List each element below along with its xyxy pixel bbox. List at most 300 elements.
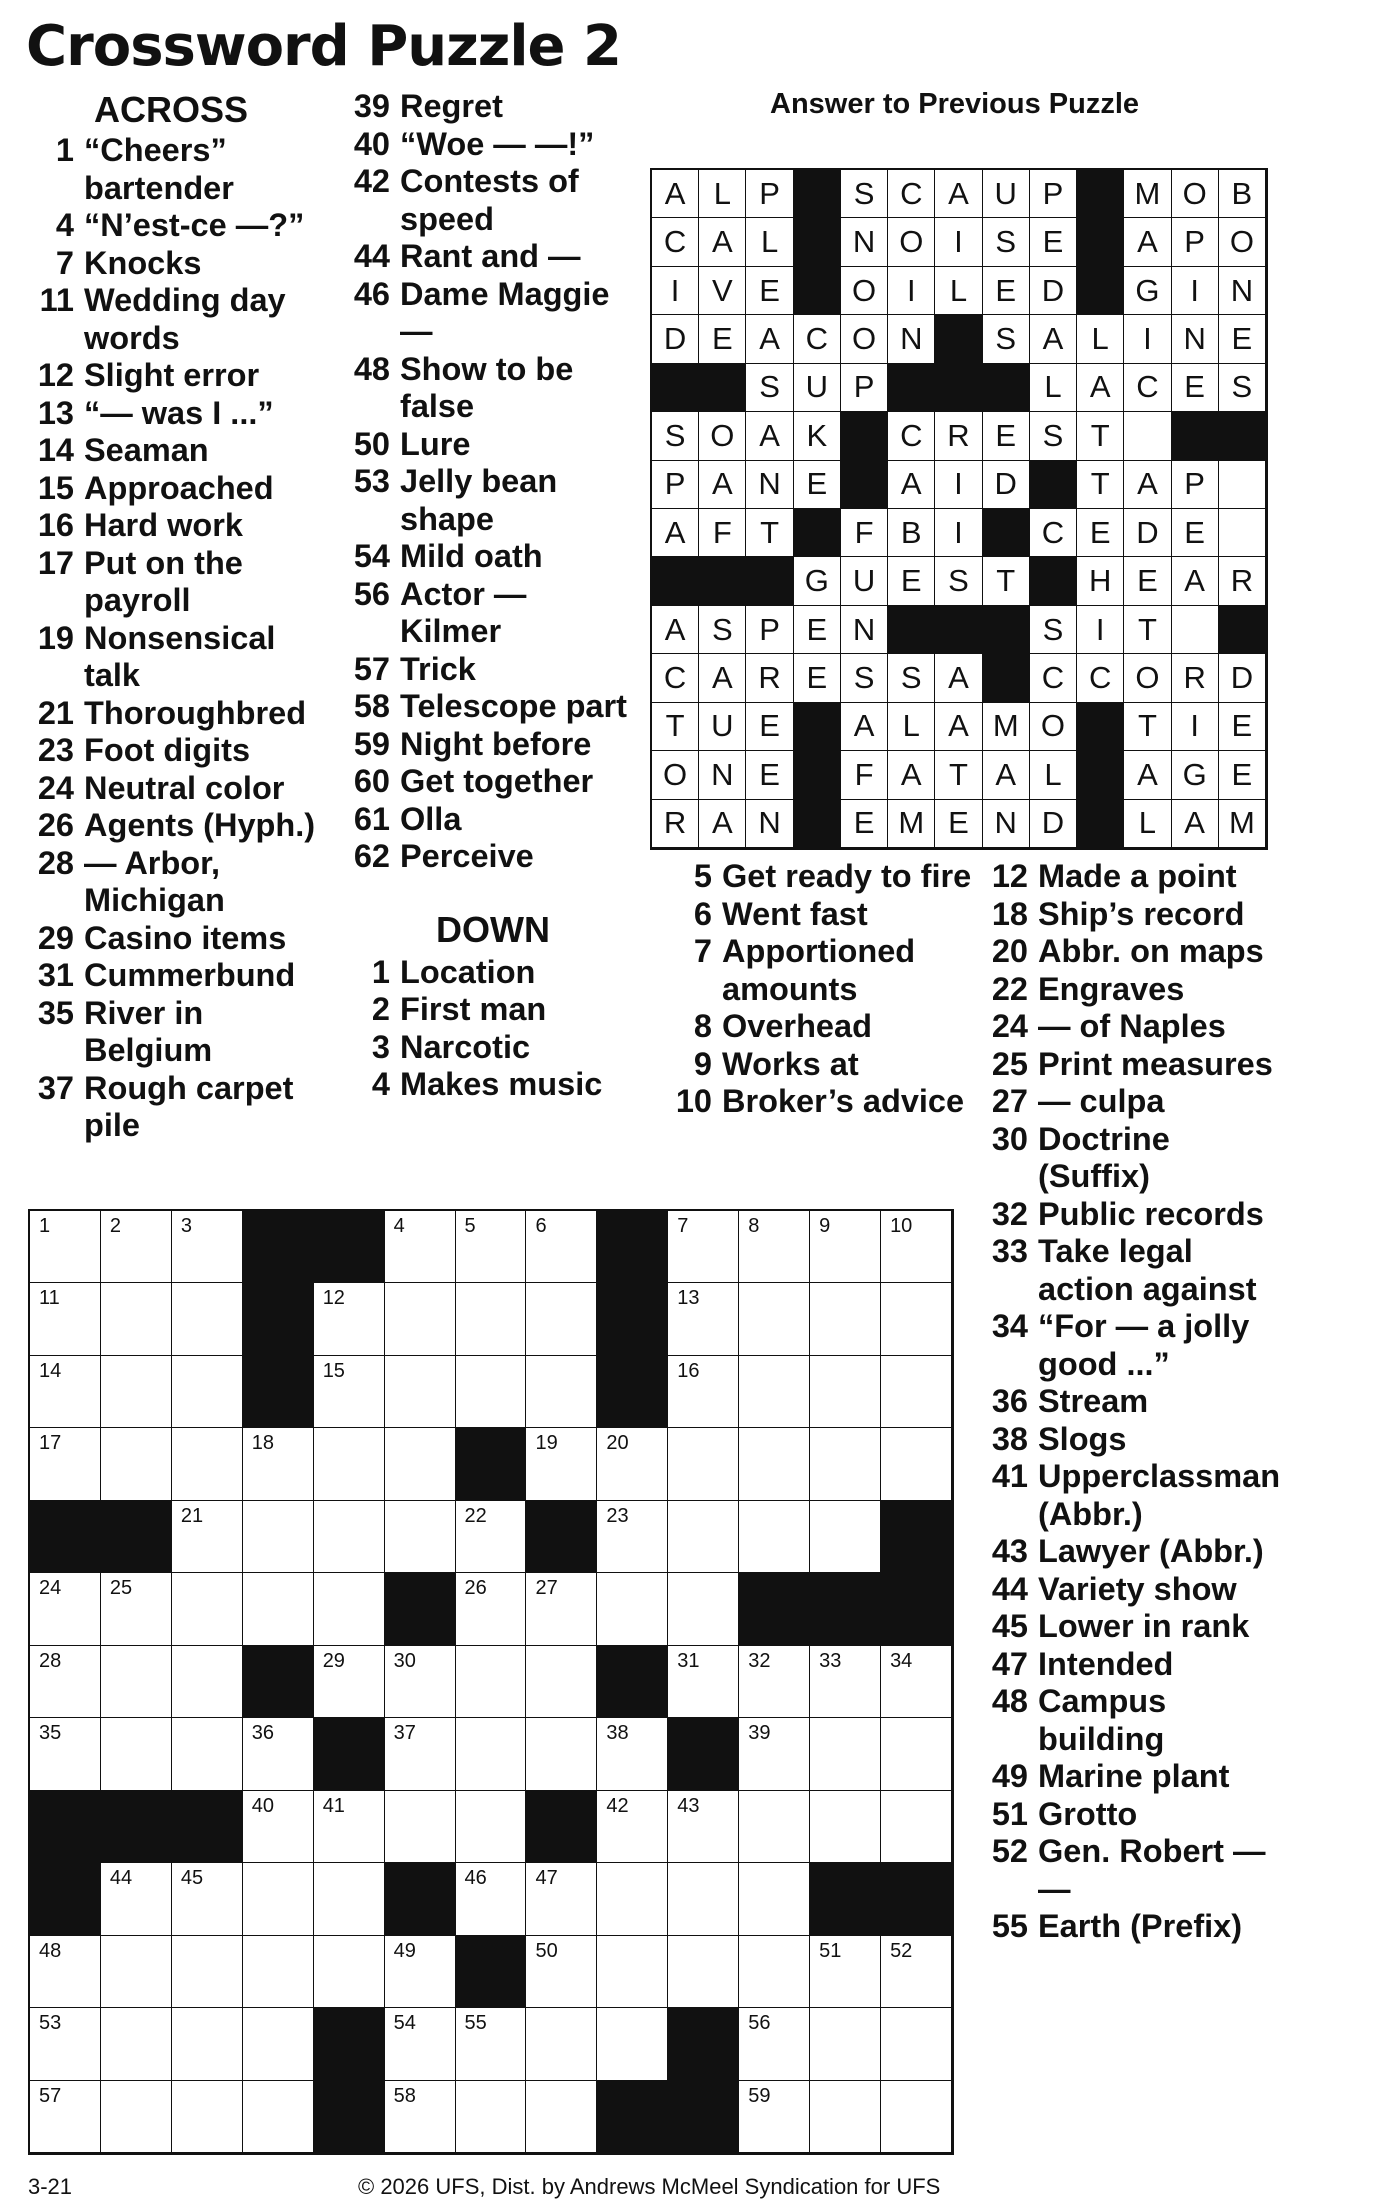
clue-item <box>34 620 334 695</box>
answer-letter: T <box>1124 606 1171 654</box>
grid-cell[interactable] <box>456 2008 527 2080</box>
grid-cell[interactable] <box>385 1646 456 1718</box>
grid-cell[interactable] <box>314 1863 385 1935</box>
grid-cell[interactable] <box>172 2081 243 2153</box>
answer-letter: C <box>888 170 935 218</box>
cell-number: 15 <box>322 1359 345 1382</box>
cell-number: 26 <box>464 1577 487 1600</box>
grid-cell[interactable] <box>314 1501 385 1573</box>
grid-cell[interactable] <box>668 1283 739 1355</box>
answer-letter: N <box>888 315 935 363</box>
clue-item <box>983 1833 1283 1908</box>
answer-letter: E <box>746 267 793 315</box>
clue-text: Seaman <box>84 432 209 468</box>
clue-item <box>983 1046 1283 1084</box>
grid-cell[interactable] <box>101 2008 172 2080</box>
answer-letter: E <box>1172 364 1219 412</box>
grid-cell[interactable] <box>668 1791 739 1863</box>
answer-letter: O <box>1172 170 1219 218</box>
across-clues-column-2 <box>350 88 630 1104</box>
answer-letter <box>1219 461 1266 509</box>
answer-letter: O <box>1219 218 1266 266</box>
grid-cell[interactable] <box>597 2008 668 2080</box>
answer-black-square <box>746 557 793 605</box>
grid-cell[interactable] <box>526 2081 597 2153</box>
clue-item <box>983 1083 1283 1121</box>
grid-cell[interactable] <box>101 1863 172 1935</box>
clue-item <box>672 1008 982 1046</box>
grid-cell[interactable] <box>456 1863 527 1935</box>
answer-letter: T <box>1124 703 1171 751</box>
cell-number: 23 <box>606 1504 629 1527</box>
grid-cell[interactable] <box>101 1646 172 1718</box>
grid-cell[interactable] <box>30 1428 101 1500</box>
answer-heading: Answer to Previous Puzzle <box>770 88 1140 120</box>
answer-black-square <box>935 606 982 654</box>
grid-cell[interactable] <box>243 1863 314 1935</box>
grid-cell[interactable] <box>30 1646 101 1718</box>
grid-cell[interactable] <box>526 1646 597 1718</box>
grid-cell[interactable] <box>243 1791 314 1863</box>
cell-number: 3 <box>180 1215 192 1237</box>
clue-text: “Cheers” bartender <box>84 132 234 206</box>
answer-letter: G <box>1172 751 1219 799</box>
grid-cell[interactable] <box>881 1211 952 1283</box>
answer-letter: T <box>652 703 699 751</box>
cell-number: 25 <box>109 1577 133 1600</box>
grid-cell[interactable] <box>30 1211 101 1283</box>
answer-letter: D <box>652 315 699 363</box>
grid-cell[interactable] <box>526 1573 597 1645</box>
clue-text: Overhead <box>722 1008 872 1044</box>
clue-number: 62 <box>353 838 390 874</box>
clue-number: 2 <box>371 991 390 1027</box>
clue-number: 49 <box>991 1758 1028 1794</box>
clue-number: 10 <box>675 1083 712 1119</box>
answer-letter: P <box>1172 218 1219 266</box>
grid-cell[interactable] <box>30 1356 101 1428</box>
grid-cell[interactable] <box>314 1936 385 2008</box>
grid-cell[interactable] <box>526 1936 597 2008</box>
cell-number: 20 <box>606 1432 629 1455</box>
grid-cell[interactable] <box>810 1428 881 1500</box>
answer-letter: E <box>1077 509 1124 557</box>
grid-cell[interactable] <box>526 1428 597 1500</box>
grid-cell[interactable] <box>597 1718 668 1790</box>
clue-item <box>983 1421 1283 1459</box>
clue-number: 59 <box>353 725 390 762</box>
cell-number: 31 <box>677 1649 700 1672</box>
grid-cell[interactable] <box>668 1211 739 1283</box>
grid-cell[interactable] <box>385 1936 456 2008</box>
cell-number: 38 <box>606 1722 629 1745</box>
black-square <box>101 1501 172 1573</box>
clue-text: Slight error <box>84 357 260 393</box>
grid-cell[interactable] <box>526 1283 597 1355</box>
grid-cell[interactable] <box>101 1211 172 1283</box>
answer-letter: I <box>888 267 935 315</box>
grid-cell[interactable] <box>101 1356 172 1428</box>
clue-number: 8 <box>693 1008 712 1044</box>
grid-cell[interactable] <box>30 1283 101 1355</box>
cell-number: 9 <box>819 1215 831 1237</box>
answer-letter: N <box>1172 315 1219 363</box>
answer-black-square <box>1077 218 1124 266</box>
answer-letter: L <box>1030 364 1077 412</box>
grid-cell[interactable] <box>314 1428 385 1500</box>
grid-cell[interactable] <box>597 1573 668 1645</box>
grid-cell[interactable] <box>739 1501 810 1573</box>
answer-black-square <box>841 412 888 460</box>
answer-letter: C <box>1124 364 1171 412</box>
black-square <box>314 2081 385 2153</box>
clue-number: 39 <box>353 88 390 124</box>
clue-item <box>34 432 334 470</box>
grid-cell[interactable] <box>172 1283 243 1355</box>
grid-cell[interactable] <box>314 1573 385 1645</box>
grid-cell[interactable] <box>881 1791 952 1863</box>
grid-cell[interactable] <box>668 1573 739 1645</box>
clue-text: Earth (Prefix) <box>1038 1908 1243 1944</box>
grid-cell[interactable] <box>597 1428 668 1500</box>
cell-number: 56 <box>748 2012 771 2035</box>
grid-cell[interactable] <box>739 1936 810 2008</box>
grid-cell[interactable] <box>810 1501 881 1573</box>
grid-cell[interactable] <box>314 1356 385 1428</box>
grid-cell[interactable] <box>172 1646 243 1718</box>
answer-letter: S <box>1030 412 1077 460</box>
grid-cell[interactable] <box>243 2081 314 2153</box>
grid-cell[interactable] <box>101 1428 172 1500</box>
grid-cell[interactable] <box>810 1211 881 1283</box>
clue-text: “Woe — —!” <box>400 125 595 162</box>
crossword-grid[interactable] <box>28 1209 954 2155</box>
grid-cell[interactable] <box>810 1283 881 1355</box>
cell-number: 21 <box>180 1504 204 1527</box>
clue-item <box>350 801 630 839</box>
answer-letter: N <box>841 606 888 654</box>
clue-item <box>672 896 982 934</box>
grid-cell[interactable] <box>243 1718 314 1790</box>
answer-letter: E <box>983 412 1030 460</box>
grid-cell[interactable] <box>30 1573 101 1645</box>
answer-letter: R <box>1219 557 1266 605</box>
grid-cell[interactable] <box>668 1863 739 1935</box>
footer-code: 3-21 <box>28 2174 73 2199</box>
clue-text: Regret <box>400 88 503 124</box>
cell-number: 4 <box>393 1215 405 1237</box>
grid-cell[interactable] <box>739 1356 810 1428</box>
grid-cell[interactable] <box>101 1936 172 2008</box>
clue-item <box>34 995 334 1070</box>
grid-cell[interactable] <box>172 1936 243 2008</box>
answer-letter: A <box>841 703 888 751</box>
clue-item <box>983 1008 1283 1046</box>
grid-cell[interactable] <box>314 1791 385 1863</box>
answer-letter: S <box>888 654 935 702</box>
grid-cell[interactable] <box>385 1428 456 1500</box>
clue-number: 56 <box>353 575 390 612</box>
answer-letter: H <box>1077 557 1124 605</box>
clue-item <box>350 163 630 238</box>
answer-letter: S <box>699 606 746 654</box>
clue-text: Variety show <box>1038 1570 1237 1607</box>
answer-black-square <box>699 557 746 605</box>
grid-cell[interactable] <box>101 1283 172 1355</box>
clue-number: 15 <box>37 469 74 506</box>
grid-cell[interactable] <box>172 1863 243 1935</box>
grid-cell[interactable] <box>810 2081 881 2153</box>
grid-cell[interactable] <box>172 1211 243 1283</box>
grid-cell[interactable] <box>597 1791 668 1863</box>
grid-cell[interactable] <box>314 1646 385 1718</box>
cell-number: 43 <box>677 1794 700 1817</box>
grid-cell[interactable] <box>101 1573 172 1645</box>
black-square <box>30 1501 101 1573</box>
grid-cell[interactable] <box>810 1718 881 1790</box>
answer-letter: T <box>983 557 1030 605</box>
grid-cell[interactable] <box>739 2008 810 2080</box>
grid-cell[interactable] <box>810 1646 881 1718</box>
answer-letter: A <box>746 315 793 363</box>
grid-cell[interactable] <box>456 1791 527 1863</box>
clue-number: 37 <box>37 1069 74 1106</box>
answer-letter: P <box>652 461 699 509</box>
grid-cell[interactable] <box>385 2008 456 2080</box>
clue-number: 44 <box>353 238 390 274</box>
grid-cell[interactable] <box>385 1718 456 1790</box>
grid-cell[interactable] <box>101 1718 172 1790</box>
clue-text: Lower in rank <box>1038 1608 1250 1644</box>
clue-item <box>350 126 630 164</box>
grid-cell[interactable] <box>881 1356 952 1428</box>
grid-cell[interactable] <box>101 2081 172 2153</box>
grid-cell[interactable] <box>739 2081 810 2153</box>
clue-number: 54 <box>353 538 390 574</box>
clue-item <box>983 933 1283 971</box>
grid-cell[interactable] <box>668 1428 739 1500</box>
clue-item <box>34 357 334 395</box>
cell-number: 2 <box>109 1215 122 1237</box>
grid-cell[interactable] <box>385 1283 456 1355</box>
cell-number: 11 <box>39 1287 60 1310</box>
grid-cell[interactable] <box>526 1863 597 1935</box>
clue-text: Wedding day words <box>84 282 286 356</box>
grid-cell[interactable] <box>526 1356 597 1428</box>
clue-text: Went fast <box>722 895 868 932</box>
grid-cell[interactable] <box>172 1356 243 1428</box>
grid-cell[interactable] <box>456 1501 527 1573</box>
grid-cell[interactable] <box>881 1428 952 1500</box>
grid-cell[interactable] <box>456 1646 527 1718</box>
grid-cell[interactable] <box>881 2081 952 2153</box>
grid-cell[interactable] <box>597 1501 668 1573</box>
grid-cell[interactable] <box>172 1573 243 1645</box>
cell-number: 19 <box>535 1432 558 1455</box>
grid-cell[interactable] <box>739 1283 810 1355</box>
grid-cell[interactable] <box>243 1573 314 1645</box>
grid-cell[interactable] <box>881 2008 952 2080</box>
grid-cell[interactable] <box>30 2081 101 2153</box>
cell-number: 55 <box>464 2012 487 2035</box>
grid-cell[interactable] <box>597 1936 668 2008</box>
grid-cell[interactable] <box>314 1283 385 1355</box>
answer-letter: G <box>794 557 841 605</box>
grid-cell[interactable] <box>810 1936 881 2008</box>
grid-cell[interactable] <box>739 1863 810 1935</box>
grid-cell[interactable] <box>739 1211 810 1283</box>
cell-number: 51 <box>819 1939 842 1962</box>
cell-number: 39 <box>748 1722 771 1745</box>
clue-text: Telescope part <box>400 688 627 724</box>
grid-cell[interactable] <box>456 1283 527 1355</box>
answer-letter: A <box>1124 218 1171 266</box>
clue-number: 51 <box>991 1795 1028 1832</box>
clue-item <box>983 1571 1283 1609</box>
clue-item <box>983 1908 1283 1946</box>
grid-cell[interactable] <box>881 1283 952 1355</box>
clue-text: Grotto <box>1038 1795 1138 1832</box>
grid-cell[interactable] <box>385 1501 456 1573</box>
grid-cell[interactable] <box>172 2008 243 2080</box>
clue-text: Gen. Robert — — <box>1038 1833 1266 1907</box>
grid-cell[interactable] <box>881 1936 952 2008</box>
black-square <box>243 1646 314 1718</box>
grid-cell[interactable] <box>456 1718 527 1790</box>
grid-cell[interactable] <box>456 2081 527 2153</box>
grid-cell[interactable] <box>243 1501 314 1573</box>
clue-text: Stream <box>1038 1383 1149 1419</box>
answer-letter: I <box>652 267 699 315</box>
clue-text: Foot digits <box>84 732 251 768</box>
clue-item <box>983 1758 1283 1796</box>
clue-number: 24 <box>991 1008 1028 1044</box>
grid-cell[interactable] <box>668 1501 739 1573</box>
answer-letter: E <box>935 800 982 848</box>
grid-cell[interactable] <box>385 1356 456 1428</box>
answer-letter <box>1124 412 1171 460</box>
grid-cell[interactable] <box>526 2008 597 2080</box>
grid-cell[interactable] <box>739 1646 810 1718</box>
grid-cell[interactable] <box>739 1718 810 1790</box>
cell-number: 52 <box>890 1939 913 1962</box>
grid-cell[interactable] <box>456 1356 527 1428</box>
answer-letter: L <box>1124 800 1171 848</box>
answer-letter: R <box>746 654 793 702</box>
grid-cell[interactable] <box>739 1428 810 1500</box>
grid-cell[interactable] <box>243 2008 314 2080</box>
grid-cell[interactable] <box>810 2008 881 2080</box>
clue-text: Lawyer (Abbr.) <box>1038 1533 1264 1569</box>
answer-black-square <box>841 461 888 509</box>
grid-cell[interactable] <box>243 1428 314 1500</box>
grid-cell[interactable] <box>30 2008 101 2080</box>
cell-number: 40 <box>251 1794 275 1817</box>
answer-black-square <box>935 315 982 363</box>
clue-text: — culpa <box>1038 1083 1165 1119</box>
clue-item <box>983 1608 1283 1646</box>
answer-letter: S <box>652 412 699 460</box>
clue-number: 46 <box>353 275 390 312</box>
grid-cell[interactable] <box>172 1428 243 1500</box>
grid-cell[interactable] <box>243 1936 314 2008</box>
clue-text: Dame Maggie — <box>400 275 610 349</box>
grid-cell[interactable] <box>526 1718 597 1790</box>
clue-text: Broker’s advice <box>722 1083 965 1119</box>
answer-letter: O <box>699 412 746 460</box>
black-square <box>810 1863 881 1935</box>
black-square <box>881 1501 952 1573</box>
grid-cell[interactable] <box>30 1936 101 2008</box>
clue-number: 27 <box>991 1083 1028 1119</box>
clue-text: “— was I ...” <box>84 394 274 431</box>
grid-cell[interactable] <box>881 1718 952 1790</box>
black-square <box>668 2081 739 2153</box>
grid-cell[interactable] <box>172 1718 243 1790</box>
grid-cell[interactable] <box>385 1791 456 1863</box>
grid-cell[interactable] <box>172 1501 243 1573</box>
black-square <box>314 1211 385 1283</box>
clue-number: 13 <box>37 394 74 431</box>
grid-cell[interactable] <box>668 1936 739 2008</box>
grid-cell[interactable] <box>668 1356 739 1428</box>
answer-letter: A <box>699 218 746 266</box>
grid-cell[interactable] <box>526 1211 597 1283</box>
answer-black-square <box>888 364 935 412</box>
clue-item <box>983 1796 1283 1834</box>
black-square <box>668 1718 739 1790</box>
clue-number: 12 <box>37 357 74 393</box>
answer-letter: B <box>888 509 935 557</box>
cell-number: 48 <box>39 1939 62 1962</box>
grid-cell[interactable] <box>456 1573 527 1645</box>
clue-text: Perceive <box>400 838 534 874</box>
clue-number: 36 <box>991 1383 1028 1419</box>
grid-cell[interactable] <box>881 1646 952 1718</box>
grid-cell[interactable] <box>385 2081 456 2153</box>
grid-cell[interactable] <box>810 1791 881 1863</box>
grid-cell[interactable] <box>385 1211 456 1283</box>
clue-number: 7 <box>55 244 74 281</box>
answer-letter: U <box>841 557 888 605</box>
answer-letter: N <box>746 800 793 848</box>
answer-letter: E <box>794 654 841 702</box>
cell-number: 27 <box>535 1577 558 1600</box>
clue-text: Abbr. on maps <box>1038 933 1264 969</box>
clue-number: 14 <box>37 432 74 468</box>
clue-number: 45 <box>991 1608 1028 1644</box>
cell-number: 50 <box>535 1939 558 1962</box>
grid-cell[interactable] <box>456 1211 527 1283</box>
previous-answer-grid <box>650 168 1268 850</box>
answer-letter: D <box>1219 654 1266 702</box>
clue-number: 30 <box>991 1120 1028 1157</box>
answer-letter: S <box>1030 606 1077 654</box>
grid-cell[interactable] <box>739 1791 810 1863</box>
answer-black-square <box>794 800 841 848</box>
grid-cell[interactable] <box>668 1646 739 1718</box>
clue-text: Apportioned amounts <box>722 933 916 1007</box>
clue-item <box>34 545 334 620</box>
grid-cell[interactable] <box>597 1863 668 1935</box>
answer-letter: C <box>888 412 935 460</box>
grid-cell[interactable] <box>30 1718 101 1790</box>
cell-number: 16 <box>677 1359 700 1382</box>
grid-cell[interactable] <box>810 1356 881 1428</box>
answer-letter: D <box>1030 800 1077 848</box>
answer-letter: U <box>983 170 1030 218</box>
clue-text: Location <box>400 953 536 990</box>
